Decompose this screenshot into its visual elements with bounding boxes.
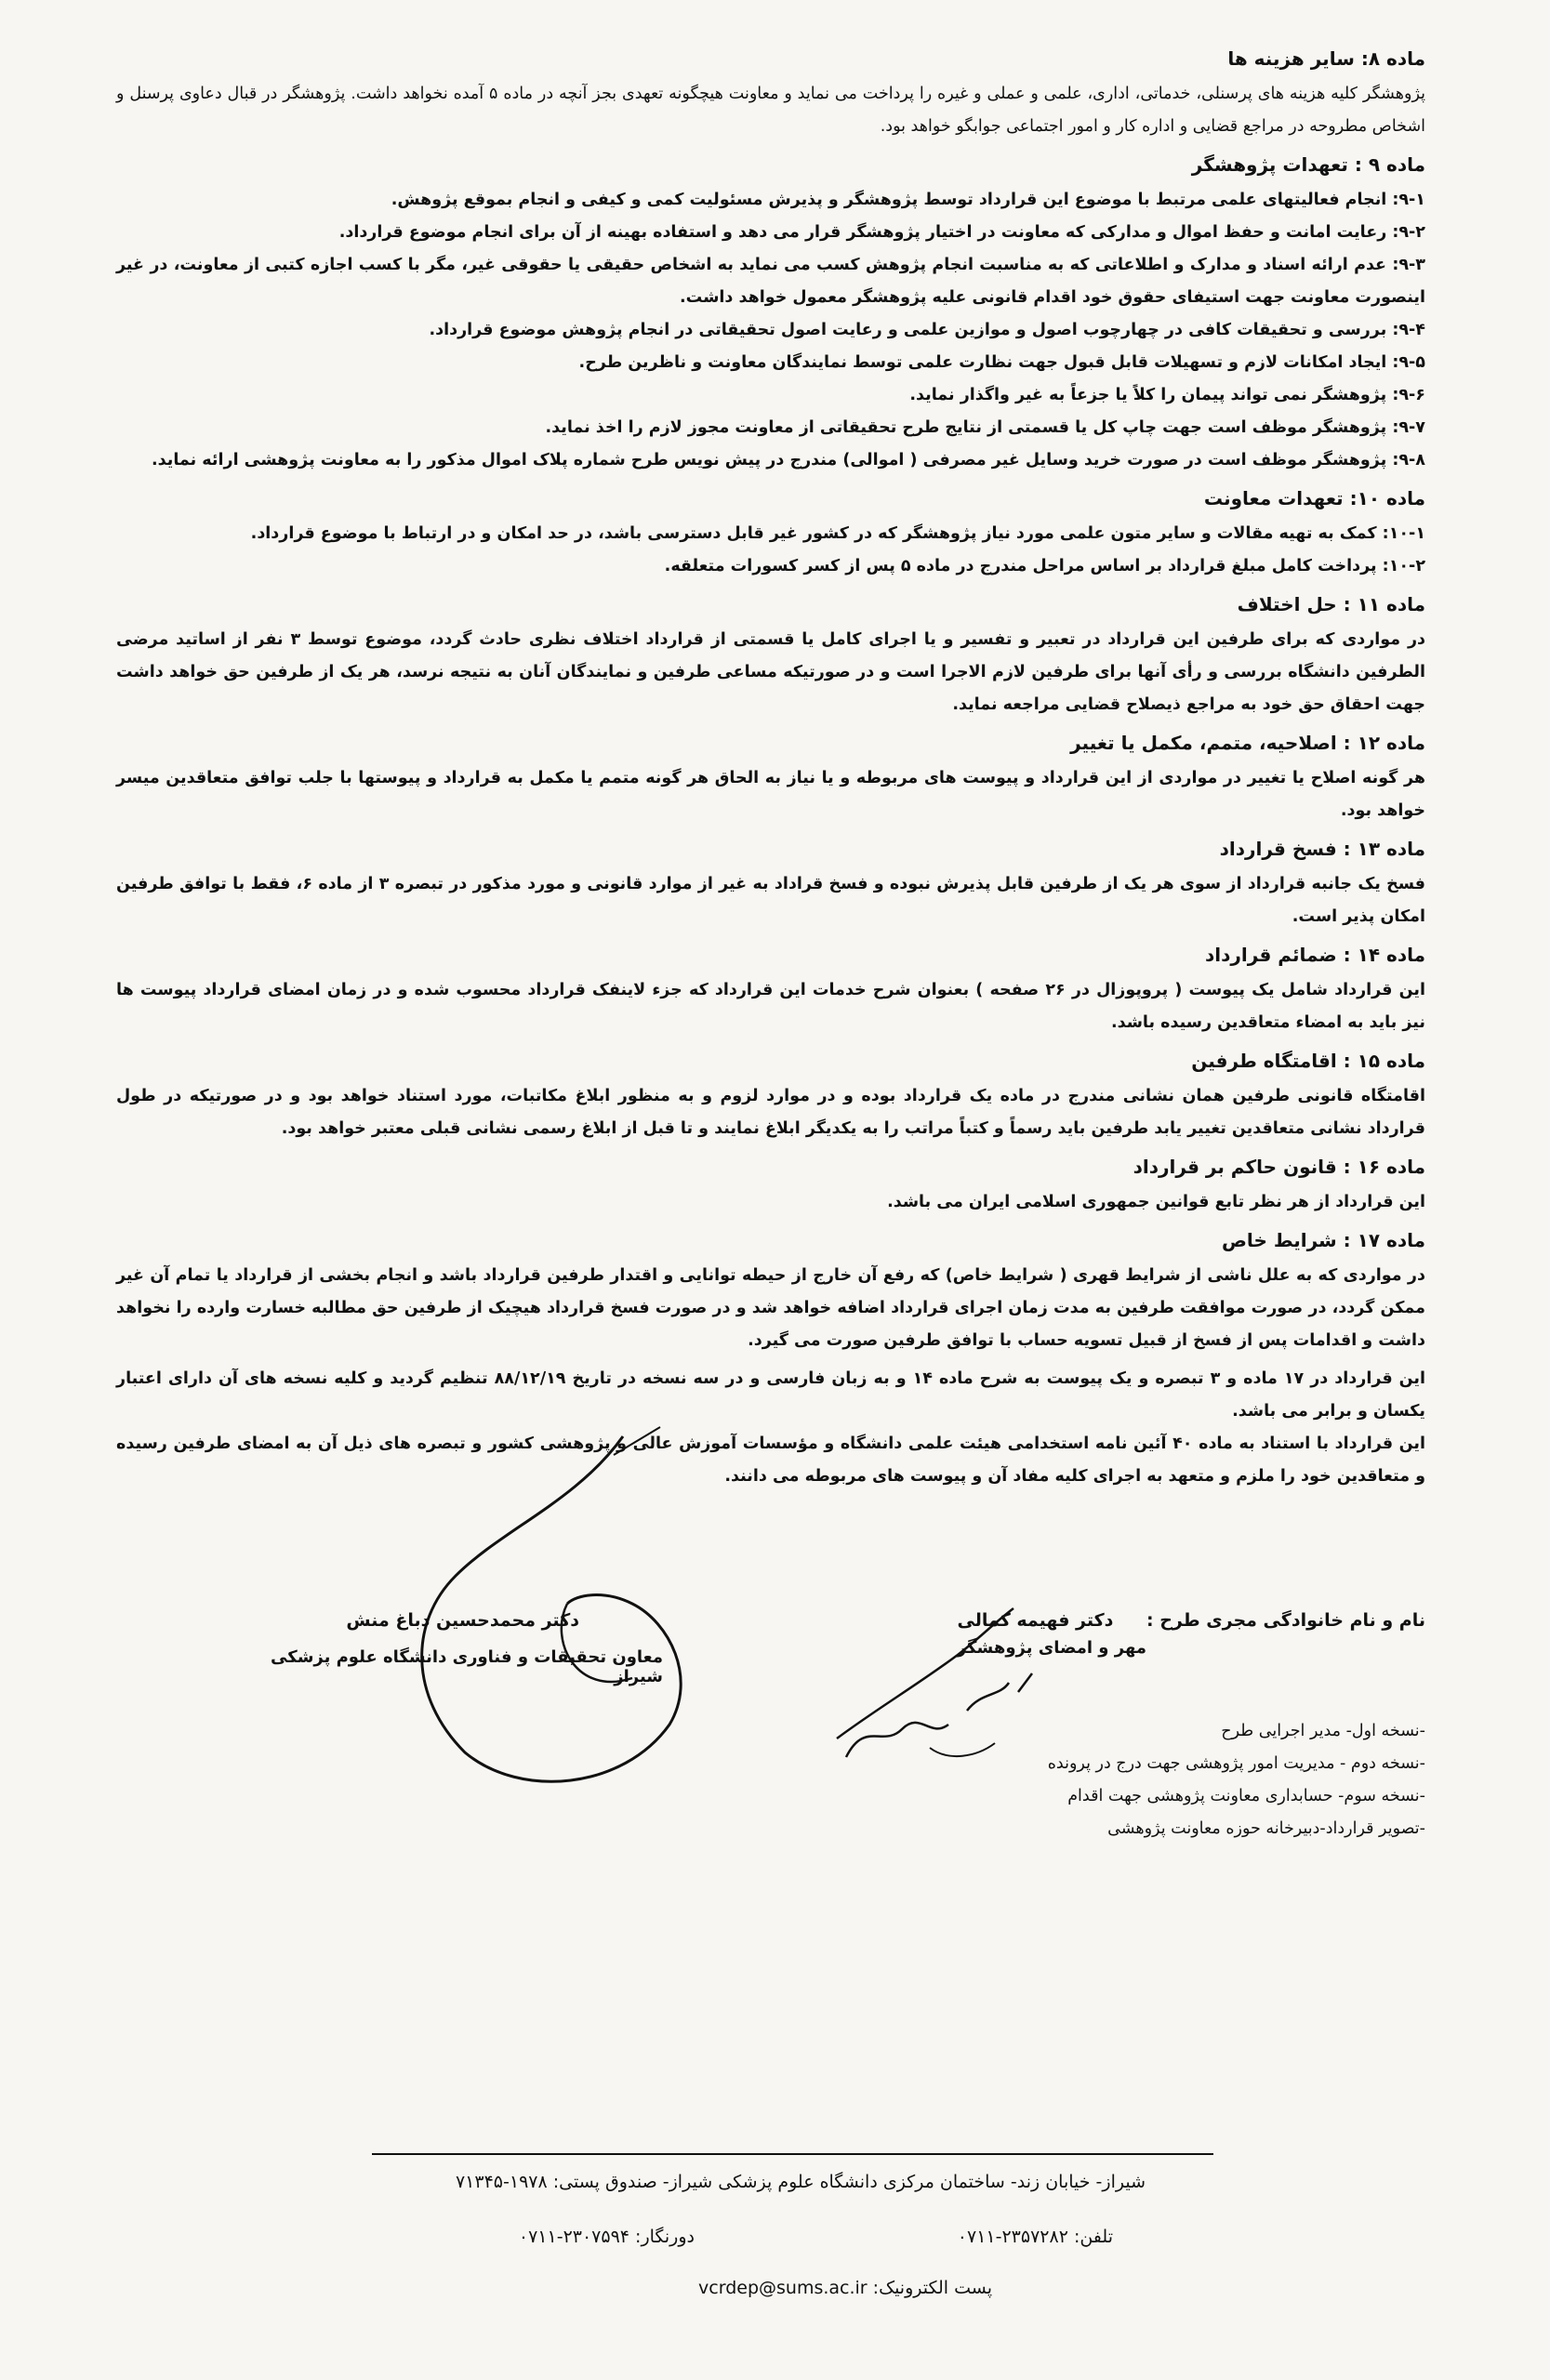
footer-email-label: پست الکترونیک: (872, 2278, 992, 2298)
vice-name: دکتر محمدحسین دباغ منش (346, 1610, 579, 1631)
footer-address: شیراز- خیابان زند- ساختمان مرکزی دانشگاه علوم پزشکی شیراز- صندوق پستی: ۱۹۷۸-۷۱۳۴۵ (455, 2172, 1146, 2192)
copies-list (868, 1715, 1425, 1845)
article-9-item: ۹-۷: پژوهشگر موظف است جهت چاپ کل یا قسمتی از نتایج طرح تحقیقاتی از معاونت مجوز لازم را اخذ نماید. (545, 418, 1425, 437)
article-9-item: ۹-۱: انجام فعالیتهای علمی مرتبط با موضوع این قرارداد توسط پژوهشگر و پذیرش مسئولیت کمی و کیفی و انجام بموقع پژوهش. (391, 191, 1425, 209)
article-15-text: اقامتگاه قانونی طرفین همان نشانی مندرج در ماده یک قرارداد بوده و در موارد لزوم و به منظور ابلاغ مکاتبات، مورد استناد خواهد بود و در صورتیکه در طول قرارداد نشانی متعاقدین تغییر یابد طرفین باید رسماً و کتباً مراتب را به یکدیگر ابلاغ نمایند و تا قبل از ابلاغ رسمی نشانی قبلی معتبر خواهد بود. (116, 1087, 1425, 1138)
article-12-text: هر گونه اصلاح یا تغییر در مواردی از این قرارداد و پیوست های مربوطه و یا نیاز به الحاق هر گونه متمم یا مکمل به قرارداد و پیوستها با جلب توافق متعاقدین میسر خواهد بود. (116, 769, 1425, 820)
closing-paragraph: این قرارداد با استناد به ماده ۴۰ آئین نامه استخدامی هیئت علمی دانشگاه و مؤسسات آموزش عالی و پژوهشی کشور و تبصره های ذیل آن به امضای طرفین رسیده و متعاقدین خود را ملزم و متعهد به اجرای کلیه مفاد آن و پیوست های مربوطه می دانند. (116, 1435, 1425, 1486)
executor-label: نام و نام خانوادگی مجری طرح : (1146, 1610, 1425, 1631)
copy-item: -نسخه سوم- حسابداری معاونت پژوهشی جهت اقدام (1067, 1787, 1425, 1805)
article-8-text: پژوهشگر کلیه هزینه های پرسنلی، خدماتی، اداری، علمی و عملی و غیره را پرداخت می نماید و معاونت هیچگونه تعهدی بجز آنچه در ماده ۵ آمده نخواهد داشت. پژوهشگر در قبال دعاوی پرسنل و اشخاص مطروحه در مراجع قضایی و اداره کار و امور اجتماعی جوابگو خواهد بود. (116, 85, 1425, 136)
article-14-title: ماده ۱۴ : ضمائم قرارداد (1205, 944, 1425, 966)
closing-paragraph: این قرارداد در ۱۷ ماده و ۳ تبصره و یک پیوست به شرح ماده ۱۴ و به زبان فارسی و در سه نسخه در تاریخ ۸۸/۱۲/۱۹ تنظیم گردید و کلیه نسخه های آن دارای اعتبار یکسان و برابر می باشد. (116, 1369, 1425, 1421)
article-13-title: ماده ۱۳ : فسخ قرارداد (1219, 838, 1425, 860)
footer-divider (372, 2153, 1213, 2155)
article-16-title: ماده ۱۶ : قانون حاکم بر قرارداد (1133, 1156, 1425, 1178)
article-10-title: ماده ۱۰: تعهدات معاونت (1203, 487, 1425, 509)
article-11-title: ماده ۱۱ : حل اختلاف (1237, 593, 1425, 615)
vice-signature-block (254, 1610, 663, 1686)
footer-email-line (527, 2278, 992, 2298)
article-9-item: ۹-۶: پژوهشگر نمی تواند پیمان را کلاً یا جزعاً به غیر واگذار نماید. (909, 386, 1425, 404)
article-9-title: ماده ۹ : تعهدات پژوهشگر (1191, 153, 1425, 176)
copy-item: -تصویر قرارداد-دبیرخانه حوزه معاونت پژوهشی (1107, 1819, 1425, 1838)
article-9-item: ۹-۸: پژوهشگر موظف است در صورت خرید وسایل غیر مصرفی ( اموالی) مندرج در پیش نویس طرح شماره پلاک اموال مذکور را به معاونت پژوهشی ارائه نماید. (152, 451, 1425, 469)
vice-title: معاون تحقیقات و فناوری دانشگاه علوم پزشکی شیراز (271, 1647, 663, 1686)
footer-tel: تلفن: ۲۳۵۷۲۸۲-۰۷۱۱ (957, 2227, 1113, 2247)
footer-email[interactable]: vcrdep@sums.ac.ir (698, 2278, 868, 2298)
executor-name: دکتر فهیمه کمالی (957, 1610, 1114, 1631)
article-9-item: ۹-۴: بررسی و تحقیقات کافی در چهارچوب اصول و موازین علمی و رعایت اصول تحقیقاتی در انجام پژوهش موضوع قرارداد. (429, 321, 1425, 339)
article-16-text: این قرارداد از هر نظر تابع قوانین جمهوری اسلامی ایران می باشد. (887, 1193, 1425, 1211)
copy-item: -نسخه اول- مدیر اجرایی طرح (1221, 1722, 1425, 1740)
footer-fax: دورنگار: ۲۳۰۷۵۹۴-۰۷۱۱ (518, 2227, 695, 2247)
article-14-text: این قرارداد شامل یک پیوست ( پروپوزال در ۲۶ صفحه ) بعنوان شرح خدمات این قرارداد که جزء لاینفک قرارداد محسوب شده و در زمان امضای قرارداد پیوست ها نیز باید به امضاء متعاقدین رسیده باشد. (116, 981, 1425, 1032)
article-13-text: فسخ یک جانبه قرارداد از سوی هر یک از طرفین قابل پذیرش نبوده و فسخ قراداد به غیر از موارد قانونی و مورد مذکور در تبصره ۳ از ماده ۶، فقط با توافق طرفین امکان پذیر است. (116, 875, 1425, 926)
article-8-title: ماده ۸: سایر هزینه ها (1227, 47, 1425, 70)
article-11-text: در مواردی که برای طرفین این قرارداد در تعبیر و تفسیر و یا اجرای کامل یا قسمتی از قرارداد اختلاف نظری حادث گردد، موضوع توسط ۳ نفر از اساتید مرضی الطرفین دانشگاه بررسی و رأی آنها برای طرفین لازم الاجرا است و در صورتیکه مساعی طرفین و نمایندگان آنان به نتیجه نرسد، هر یک از طرفین حق خواهد داشت جهت احقاق حق خود به مراجع ذیصلاح قضایی مراجعه نماید. (116, 630, 1426, 714)
article-9-item: ۹-۵: ایجاد امکانات لازم و تسهیلات قابل قبول جهت نظارت علمی توسط نمایندگان معاونت و ناظرین طرح. (578, 353, 1425, 372)
article-10-item: ۱۰-۱: کمک به تهیه مقالات و سایر متون علمی مورد نیاز پژوهشگر که در کشور غیر قابل دسترسی باشد، در حد امکان و در ارتباط با موضوع قرارداد. (250, 524, 1425, 543)
article-10-item: ۱۰-۲: پرداخت کامل مبلغ قرارداد بر اساس مراحل مندرج در ماده ۵ پس از کسر کسورات متعلقه. (664, 557, 1425, 575)
article-17-title: ماده ۱۷ : شرایط خاص (1222, 1229, 1425, 1251)
article-12-title: ماده ۱۲ : اصلاحیه، متمم، مکمل یا تغییر (1070, 732, 1425, 754)
article-15-title: ماده ۱۵ : اقامتگاه طرفین (1191, 1050, 1425, 1072)
contract-body (116, 37, 1425, 1493)
article-9-item: ۹-۳: عدم ارائه اسناد و مدارک و اطلاعاتی که به مناسبت انجام پژوهش کسب می نماید به اشخاص حقیقی یا حقوقی غیر، مگر با کسب اجازه کتبی از معاونت، در غیر اینصورت معاونت جهت استیفای حقوق خود اقدام قانونی علیه پژوهشگر معمول خواهد داشت. (116, 256, 1425, 307)
article-17-text: در مواردی که به علل ناشی از شرایط قهری ( شرایط خاص) که رفع آن خارج از حیطه توانایی و اقتدار طرفین قرارداد باشد و انجام بخشی از قرارداد یا تمام آن غیر ممکن گردد، در صورت موافقت طرفین به مدت زمان اجرای قرارداد اضافه خواهد شد و در صورت فسخ قرارداد هیچیک از طرفین حق مطالبه خسارت وارده را نخواهد داشت و اقدامات پس از فسخ از قبیل تسویه حساب با توافق طرفین صورت می گیرد. (116, 1266, 1425, 1350)
copy-item: -نسخه دوم - مدیریت امور پژوهشی جهت درج در پرونده (1047, 1754, 1425, 1773)
executor-title: مهر و امضای پژوهشگر (956, 1638, 1146, 1658)
article-9-item: ۹-۲: رعایت امانت و حفظ اموال و مدارکی که معاونت در اختیار پژوهشگر قرار می دهد و استفاده بهینه از آن برای انجام موضوع قرارداد. (338, 223, 1425, 242)
executor-signature-block (830, 1610, 1425, 1658)
